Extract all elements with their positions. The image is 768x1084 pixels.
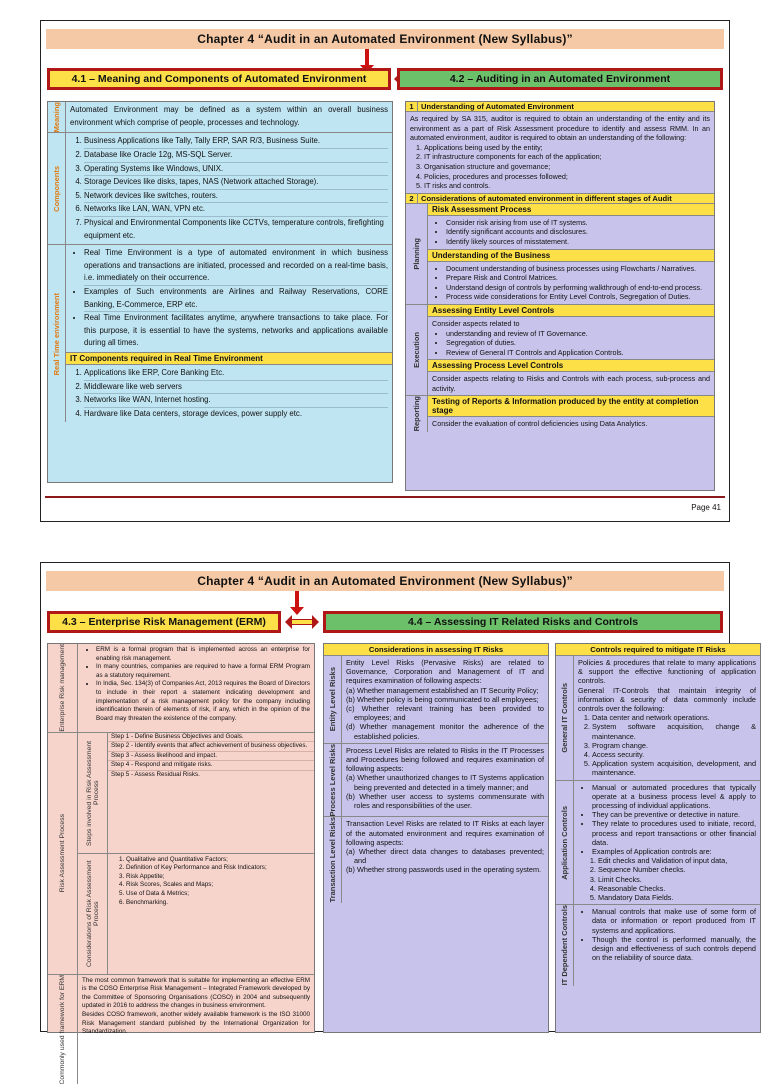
footer-line [45,496,725,498]
list-item: • Consider risk arising from use of IT systems. [446,218,710,228]
real-time-bullets [70,247,388,350]
considerations-label: Considerations of Risk Assessment Process [78,854,108,974]
erm-bullets [82,646,310,723]
list-item: 2. Middleware like web servers [84,381,388,395]
list-item: (b) Whether strong passwords used in the operating system. [346,865,542,875]
list-item: 3. Networks like WAN, Internet hosting. [84,394,388,408]
list-item: • Real Time Environment facilitates anytime, anywhere transactions to take place. For this purpose, it is essential to have the systems, networks and applications available during all times. [84,312,388,350]
section-4-1-heading: 4.1 – Meaning and Components of Automated Environment [47,68,391,90]
list-item: • Manual controls that make use of some form of data or information or report produced from IT systems and applications. [592,907,756,935]
down-arrow-icon [295,591,299,609]
list-item: • In many countries, companies are required to have a formal ERM Program as a statutory requirement. [96,663,310,680]
list-item: 3. Operating Systems like Windows, UNIX. [84,163,388,177]
list-item: 2. Definition of Key Performance and Risk Indicators; [126,864,310,873]
list-item: 1. Edit checks and Validation of input data, [598,856,756,865]
planning-row [406,204,714,305]
list-item: • Though the control is performed manually, the design and effectiveness of such controls depend on the reliability of source data. [592,935,756,963]
list-item: 5. Application system acquisition, development, and maintenance. [592,759,756,777]
entity-level-heading: Assessing Entity Level Controls [428,305,714,317]
process-level-risks-row [324,744,548,818]
execution-label: Execution [406,305,428,396]
list-item: 4. Storage Devices like disks, tapes, NAS (Network attached Storage). [84,176,388,190]
list-item: 2. Sequence Number checks. [598,865,756,874]
list-item: 5. IT risks and controls. [424,181,710,191]
list-item: (d) Whether management monitor the adherence of the established policies. [346,722,544,741]
list-item: • Examples of Such environments are Airlines and Railway Reservations, CORE Banking, E-Commerce, ERP etc. [84,286,388,312]
controls-panel [555,643,761,1033]
list-item: (a) Whether unauthorized changes to IT Systems application being prevented and detected in a timely manner; and [346,773,544,792]
list-item: • They relate to procedures used to initiate, record, process and report transactions or other financial data. [592,819,756,847]
section-4-4-heading: 4.4 – Assessing IT Related Risks and Controls [323,611,723,633]
components-label: Components [48,133,66,244]
meaning-text: Automated Environment may be defined as a system within an overall business environment which comprise of people, processes and technology. [70,105,388,127]
list-item: 5. Use of Data & Metrics; [126,890,310,899]
it-dependent-bullets [578,907,756,962]
components-row [48,133,392,245]
item-2-heading: 2 Considerations of automated environment in different stages of Audit [406,194,714,204]
list-item: • They can be preventive or detective in nature. [592,810,756,819]
list-item: • Review of General IT Controls and Application Controls. [446,348,710,358]
list-item: 4. Hardware like Data centers, storage devices, power supply etc. [84,408,388,421]
list-item: 3. Risk Appetite; [126,873,310,882]
application-controls-row [556,781,760,906]
automated-environment-panel [47,101,393,483]
risk-assessment-list [432,218,710,247]
list-item: 1. Business Applications like Tally, Tally ERP, SAR R/3, Business Suite. [84,135,388,149]
erm-label: Enterprise Risk management [48,644,78,732]
it-components-heading: IT Components required in Real Time Environment [66,352,392,365]
list-item: Step 3 - Assess likelihood and impact. [108,752,314,762]
application-controls-label: Application Controls [556,781,574,905]
reporting-row [406,396,714,431]
framework-text-2: Besides COSO framework, another widely available framework is the ISO 31000 Risk Management standard published by the International Organization for Standardization. [82,1011,310,1036]
auditing-panel [405,101,715,491]
testing-heading: Testing of Reports & Information produced by the entity at completion stage [428,396,714,417]
item-1-intro: As required by SA 315, auditor is required to obtain an understanding of the entity and its environment as a part of Risk Assessment procedure to identify and assess RMM. In an automated environment, auditor is required to obtain an understanding of the following: [410,114,710,143]
list-item: 7. Physical and Environmental Components like CCTVs, temperature controls, firefighting equipment etc. [84,217,388,242]
process-level-text: Consider aspects relating to Risks and Controls with each process, sub-process and activity. [432,374,710,393]
item-1-heading: 1 Understanding of Automated Environment [406,102,714,112]
double-arrow-icon [292,619,312,625]
list-item: 5. Network devices like switches, routers. [84,190,388,204]
section-4-3-heading: 4.3 – Enterprise Risk Management (ERM) [47,611,281,633]
business-list [432,264,710,302]
chapter-title: Chapter 4 “Audit in an Automated Environment (New Syllabus)” [46,29,724,49]
list-item: • Examples of Application controls are: [592,847,756,856]
list-item: 1. Applications like ERP, Core Banking Etc. [84,367,388,381]
testing-text: Consider the evaluation of control deficiencies using Data Analytics. [432,419,648,429]
list-item: 4. Access security. [592,750,756,759]
list-item: 1. Qualitative and Quantitative Factors; [126,856,310,865]
list-item: 4. Reasonable Checks. [598,884,756,893]
item-1-list [410,143,710,191]
considerations-list [112,856,310,908]
list-item: Step 1 - Define Business Objectives and Goals. [108,733,314,743]
entity-level-risks-row [324,656,548,744]
risk-assessment-label: Risk Assessment Process [48,733,78,974]
chapter-title: Chapter 4 “Audit in an Automated Environment (New Syllabus)” [46,571,724,591]
list-item: 2. System software acquisition, change & maintenance. [592,722,756,740]
it-risks-panel [323,643,549,1033]
erm-row [48,644,314,733]
list-item: • Understand design of controls by performing walkthrough of end-to-end process. [446,283,710,293]
list-item: • In India, Sec. 134(3) of Companies Act, 2013 requires the Board of Directors to include in their report a statement indicating development and implementation of a risk management policy for the company including identification therein of elements of risk, if any, which in the opinion of the Board may threaten the existence of the company. [96,680,310,723]
list-item: 1. Data center and network operations. [592,713,756,722]
real-time-label: Real Time environment [48,245,66,422]
steps-label: Steps involved in Risk Assessment Process [78,733,108,853]
page-42 [40,562,756,1084]
business-heading: Understanding of the Business [428,249,714,262]
framework-row [48,975,314,1084]
general-it-controls-row [556,656,760,781]
list-item: 1. Applications being used by the entity; [424,143,710,153]
plr-intro: Process Level Risks are related to Risks in the IT Processes and Procedures being followed and requires examination of following aspects: [346,745,544,774]
down-arrow-icon [365,49,369,67]
list-item: (a) Whether direct data changes to databases prevented; and [346,846,544,866]
section-4-2-heading: 4.2 – Auditing in an Automated Environment [397,68,723,90]
list-item: 3. Organisation structure and governance; [424,162,710,172]
list-item: (c) Whether relevant training has been provided to employees; and [346,704,544,723]
it-dependent-controls-label: IT Dependent Controls [556,905,574,985]
list-item: 3. Limit Checks. [598,875,756,884]
entity-level-risks-label: Entity Level Risks [324,656,342,743]
page-41 [40,20,730,522]
general-it-controls-label: General IT Controls [556,656,574,780]
framework-text-1: The most common framework that is suitable for implementing an effective ERM is the COSO Enterprise Risk Management – Integrated Framework developed by the Committee of Sponsoring Organisations (COSO) in 2004 and subsequently updated in 2016 to address the changes in business environment. [82,976,310,1010]
list-item: Step 4 - Respond and mitigate risks. [108,761,314,771]
list-item: 4. Risk Scores, Scales and Maps; [126,881,310,890]
steps-list [108,733,314,853]
tlr-intro: Transaction Level Risks are related to IT Risks at each layer of the automated environment and requires examination of following aspects: [346,819,544,847]
list-item: 4. Policies, procedures and processes followed; [424,172,710,182]
planning-label: Planning [406,204,428,304]
gitc-list [578,713,756,777]
it-dependent-controls-row [556,905,760,985]
list-item: • Identify significant accounts and disclosures. [446,227,710,237]
list-item: • ERM is a formal program that is implemented across an enterprise for enabling risk management. [96,646,310,663]
process-level-risks-label: Process Level Risks [324,744,342,817]
erm-panel [47,643,315,1084]
list-item: Step 2 - Identify events that affect achievement of business objectives. [108,742,314,752]
list-item: • understanding and review of IT Governance. [446,329,710,339]
gitc-text-1: Policies & procedures that relate to many applications & support the effective functioning of application controls. [578,658,756,686]
list-item: • Process wide considerations for Entity Level Controls, Segregation of Duties. [446,292,710,302]
meaning-label: Meaning [48,102,66,132]
risk-assessment-heading: Risk Assessment Process [428,204,714,216]
execution-row [406,305,714,397]
list-item: 6. Benchmarking. [126,899,310,908]
application-controls-bullets [578,783,756,857]
list-item: • Prepare Risk and Control Matrices. [446,273,710,283]
transaction-level-risks-label: Transaction Level Risks [324,817,342,902]
framework-label: Commonly used framework for ERM [48,975,78,1084]
entity-list [432,329,710,358]
list-item: 2. Database like Oracle 12g, MS-SQL Server. [84,149,388,163]
list-item: (a) Whether management established an IT Security Policy; [346,685,539,695]
list-item: 6. Networks like LAN, WAN, VPN etc. [84,203,388,217]
list-item: • Identify likely sources of misstatement. [446,237,710,247]
list-item: • Segregation of duties. [446,338,710,348]
list-item: • Document understanding of business processes using Flowcharts / Narratives. [446,264,710,274]
reporting-label: Reporting [406,396,428,431]
page-number: Page 41 [691,503,721,512]
risk-assessment-row [48,733,314,975]
transaction-level-risks-row [324,817,548,902]
list-item: Step 5 - Assess Residual Risks. [111,771,200,779]
list-item: • Real Time Environment is a type of automated environment in which business operations and transactions are initiated, processed and recorded on a real-time basis, i.e. immediately on their occurrence. [84,247,388,286]
list-item: (b) Whether policy is being communicated to all employees; [346,694,539,704]
list-item: (b) Whether user access to systems commensurate with roles and responsibilities of the user. [346,791,544,811]
entity-intro: Consider aspects related to [432,318,520,328]
application-controls-list [578,856,756,902]
gitc-text-2: General IT-Controls that maintain integrity of information & security of data commonly include controls over the following: [578,685,756,714]
controls-heading: Controls required to mitigate IT Risks [556,644,760,656]
it-components-list [70,367,388,420]
components-list [70,135,388,242]
list-item: 5. Mandatory Data Fields. [598,893,756,902]
list-item: 2. IT infrastructure components for each of the application; [424,152,710,162]
it-risks-heading: Considerations in assessing IT Risks [324,644,548,656]
elr-intro: Entity Level Risks (Pervasive Risks) are related to Governance, Corporation and Management of IT and requires examination of following aspects: [346,658,544,686]
meaning-row [48,102,392,133]
process-level-heading: Assessing Process Level Controls [428,359,714,372]
list-item: 3. Program change. [592,741,756,750]
real-time-row [48,245,392,422]
list-item: • Manual or automated procedures that typically operate at a business process level & apply to processing of individual applications. [592,783,756,811]
